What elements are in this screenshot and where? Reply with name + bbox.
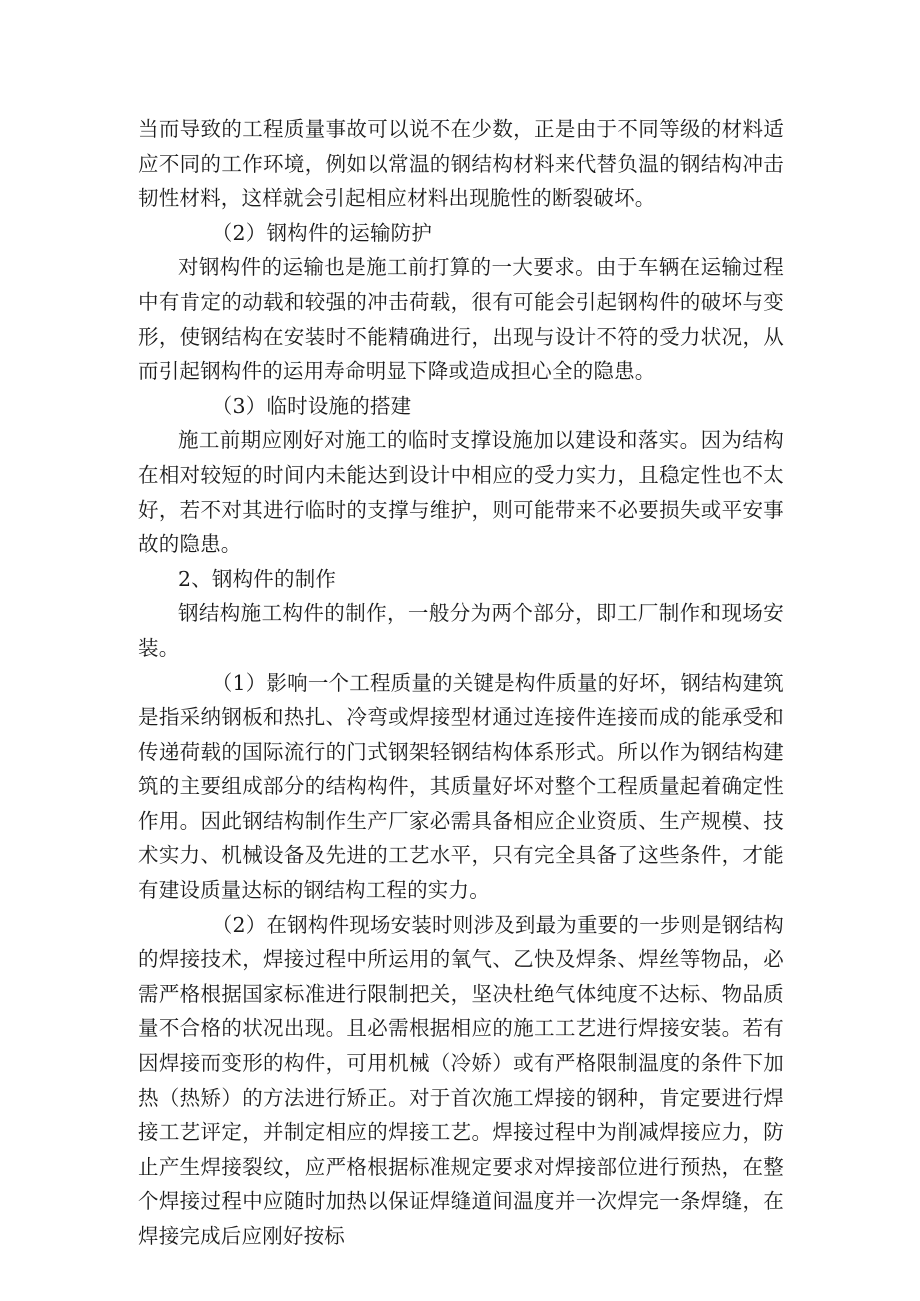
paragraph-temporary-facilities: 施工前期应刚好对施工的临时支撑设施加以建设和落实。因为结构在相对较短的时间内未能达到设计中相应的受力实力，且稳定性也不太好，若不对其进行临时的支撑与维护，则可能带来不必要损失或平安事故的隐患。 [138, 428, 784, 557]
subheading-transport-protection: （2）钢构件的运输防护 [211, 220, 433, 245]
paragraph-welding: （2）在钢构件现场安装时则涉及到最为重要的一步则是钢结构的焊接技术，焊接过程中所运用的氧气、乙快及焊条、焊丝等物品，必需严格根据国家标准进行限制把关，坚决杜绝气体纯度不达标、物品质量不合格的状况出现。且必需根据相应的施工工艺进行焊接安装。若有因焊接而变形的构件，可用机械（冷娇）或有严格限制温度的条件下加热（热矫）的方法进行矫正。对于首次施工焊接的钢种，肯定要进行焊接工艺评定，并制定相应的焊接工艺。焊接过程中为削减焊接应力，防止产生焊接裂纹，应严格根据标准规定要求对焊接部位进行预热，在整个焊接过程中应随时加热以保证焊缝道间温度并一次焊完一条焊缝，在焊接完成后应刚好按标 [138, 912, 784, 1248]
subheading-temporary-facilities: （3）临时设施的搭建 [211, 393, 412, 418]
paragraph-continuation: 当而导致的工程质量事故可以说不在少数，正是由于不同等级的材料适应不同的工作环境，例如以常温的钢结构材料来代替负温的钢结构冲击韧性材料，这样就会引起相应材料出现脆性的断裂破坏。 [138, 117, 784, 211]
paragraph-transport: 对钢构件的运输也是施工前打算的一大要求。由于车辆在运输过程中有肯定的动载和较强的冲击荷载，很有可能会引起钢构件的破坏与变形，使钢结构在安装时不能精确进行，出现与设计不符的受力状况，从而引起钢构件的运用寿命明显下降或造成担心全的隐患。 [138, 255, 784, 384]
paragraph-fabrication-intro: 钢结构施工构件的制作，一般分为两个部分，即工厂制作和现场安装。 [138, 601, 784, 660]
document-body [138, 112, 784, 1254]
paragraph-component-quality: （1）影响一个工程质量的关键是构件质量的好坏，钢结构建筑是指采纳钢板和热扎、冷弯或焊接型材通过连接件连接而成的能承受和传递荷载的国际流行的门式钢架轻钢结构体系形式。所以作为钢结构建筑的主要组成部分的结构构件，其质量好坏对整个工程质量起着确定性作用。因此钢结构制作生产厂家必需具备相应企业资质、生产规模、技术实力、机械设备及先进的工艺水平，只有完全具备了这些条件，才能有建设质量达标的钢结构工程的实力。 [138, 670, 784, 903]
section-heading-fabrication: 2、钢构件的制作 [177, 566, 337, 591]
